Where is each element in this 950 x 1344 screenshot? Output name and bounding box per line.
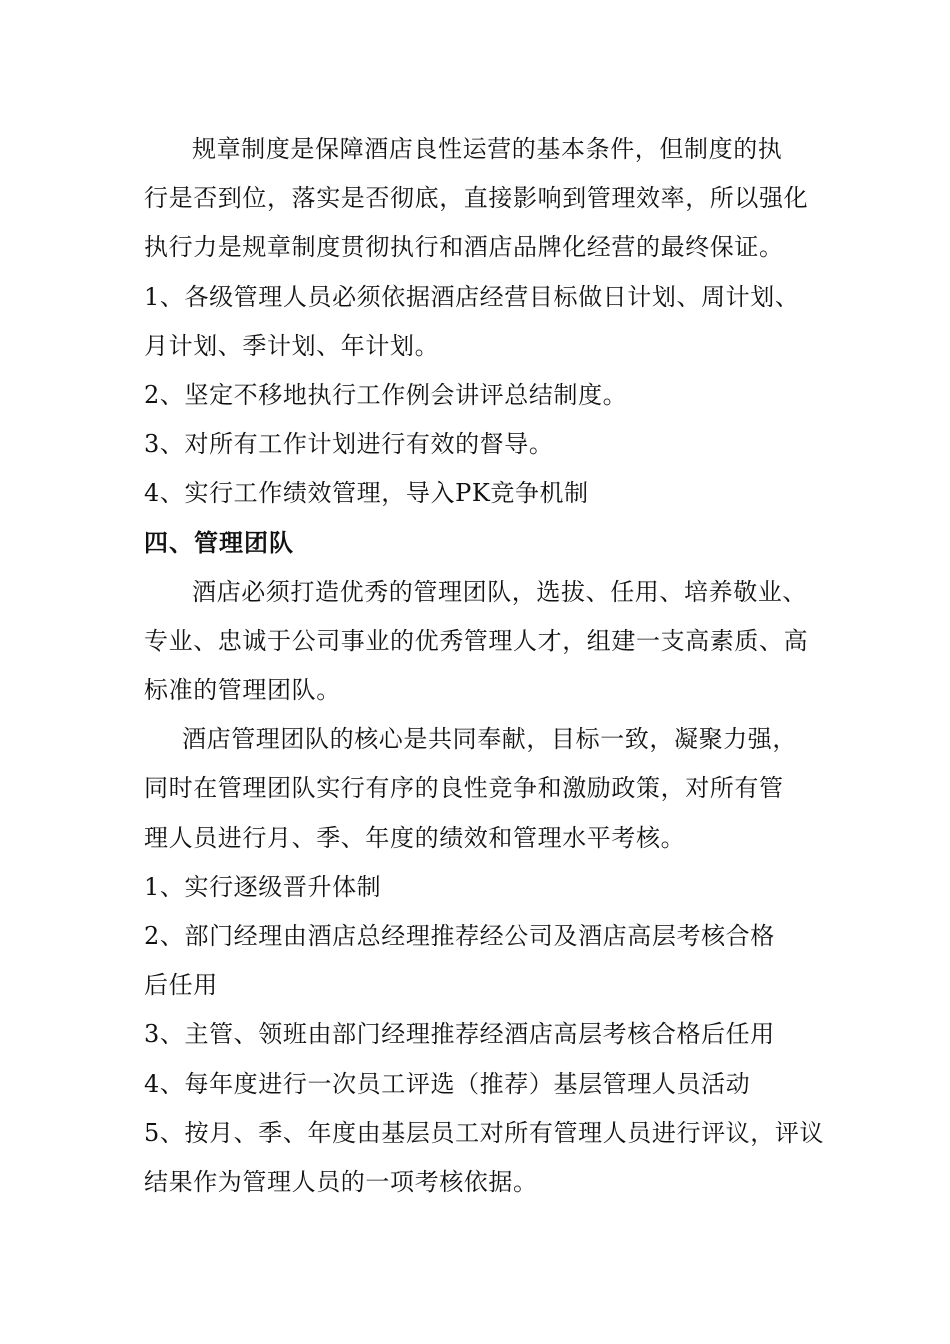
paragraph-line: 执行力是规章制度贯彻执行和酒店品牌化经营的最终保证。 [144,233,784,262]
paragraph-line: 酒店管理团队的核心是共同奉献，目标一致，凝聚力强， [182,725,797,754]
list-item: 3、对所有工作计划进行有效的督导。 [144,430,554,459]
list-item: 5、按月、季、年度由基层员工对所有管理人员进行评议，评议 [144,1118,825,1147]
paragraph-line: 标准的管理团队。 [144,676,341,705]
paragraph-line: 理人员进行月、季、年度的绩效和管理水平考核。 [144,823,686,852]
list-item-continuation: 后任用 [144,971,218,1000]
list-item-continuation: 月计划、季计划、年计划。 [144,331,440,360]
list-item: 3、主管、领班由部门经理推荐经酒店高层考核合格后任用 [144,1020,775,1049]
document-body [144,125,825,1207]
paragraph-line: 酒店必须打造优秀的管理团队，选拔、任用、培养敬业、 [192,577,807,606]
list-item-continuation: 结果作为管理人员的一项考核依据。 [144,1167,538,1196]
list-item: 4、实行工作绩效管理，导入PK竞争机制 [144,479,589,508]
list-item: 1、各级管理人员必须依据酒店经营目标做日计划、周计划、 [144,282,800,311]
paragraph-line: 同时在管理团队实行有序的良性竞争和激励政策，对所有管 [144,774,784,803]
paragraph-line: 专业、忠诚于公司事业的优秀管理人才，组建一支高素质、高 [144,626,809,655]
list-item: 2、坚定不移地执行工作例会讲评总结制度。 [144,380,628,409]
paragraph-line: 行是否到位，落实是否彻底，直接影响到管理效率，所以强化 [144,184,809,213]
list-item: 2、部门经理由酒店总经理推荐经公司及酒店高层考核合格 [144,922,775,950]
paragraph-line: 规章制度是保障酒店良性运营的基本条件，但制度的执 [192,135,783,163]
list-item: 4、每年度进行一次员工评选（推荐）基层管理人员活动 [144,1069,751,1098]
section-heading: 四、管理团队 [144,528,294,557]
list-item: 1、实行逐级晋升体制 [144,872,382,901]
